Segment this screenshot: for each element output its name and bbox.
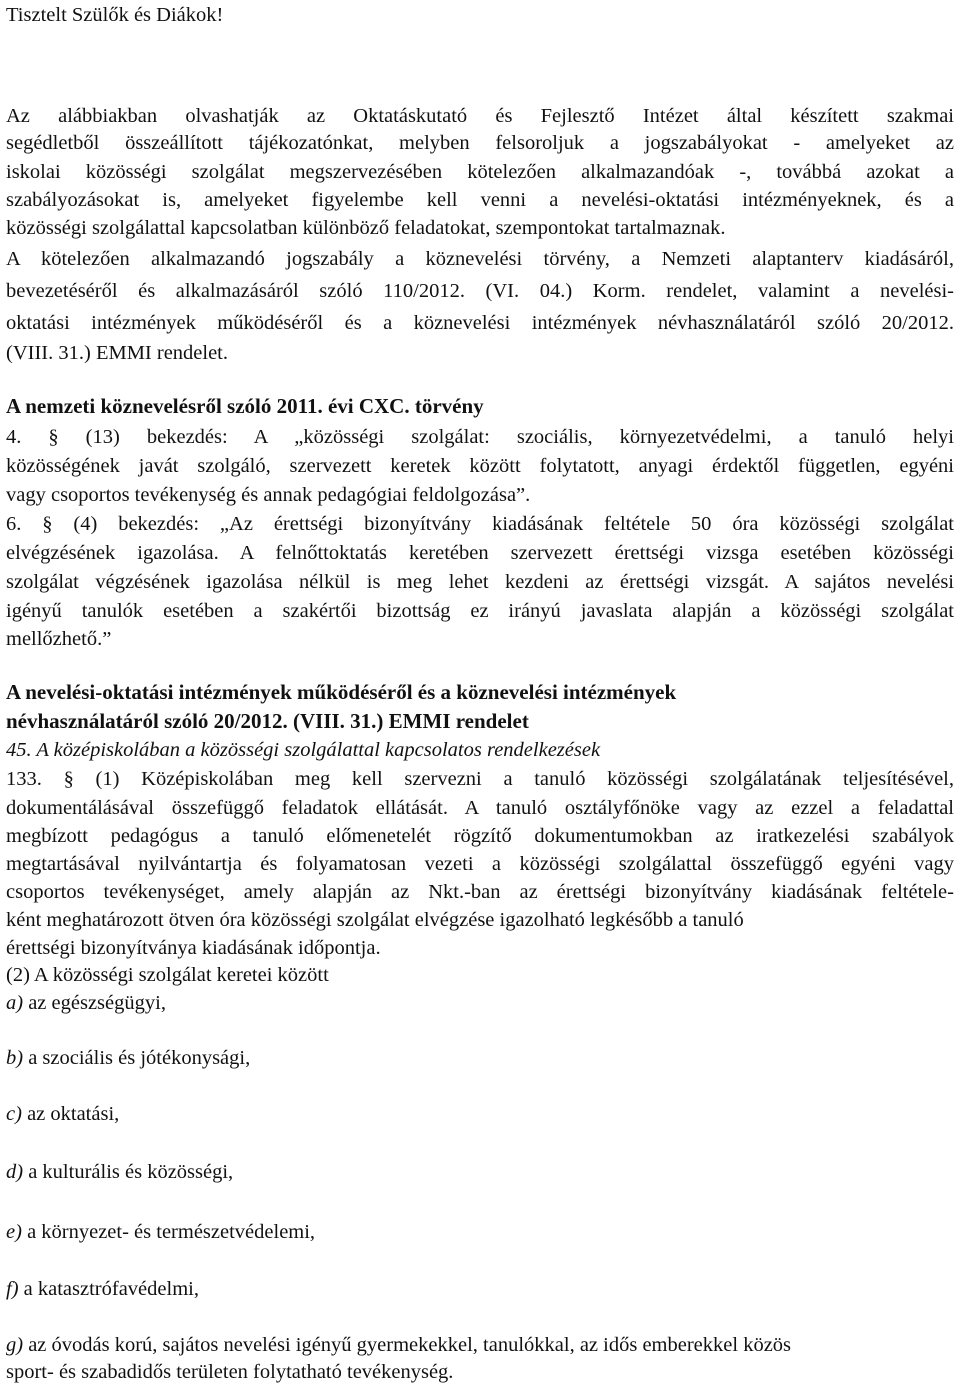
law2-title-line-1: A nevelési-oktatási intézmények működéséről és a köznevelési intézmények [6,680,677,704]
law2-section-heading: 45. A középiskolában a közösségi szolgálattal kapcsolatos rendelkezések [6,739,601,761]
law1-line-7: igényű tanulók esetében a szakértői bizottság ez irányú javaslata alapján a közösségi szolgálat [6,600,954,622]
list-item-text: az óvodás korú, sajátos nevelési igényű gyermekekkel, tanulókkal, az idős emberekkel közös [23,1334,792,1356]
law1-line-2: közösségének javát szolgáló, szervezett keretek között folytatott, anyagi érdektől független, egyéni [6,455,954,477]
list-item-text: a szociális és jótékonysági, [23,1047,251,1069]
law2-line-4: megtartásával nyilvántartja és folyamatosan vezeti a közösségi szolgálattal összefüggő egyéni vagy [6,853,954,875]
law1-line-6: szolgálat végzésének igazolása nélkül is meg lehet kezdeni az érettségi vizsgát. A sajátos nevelési [6,571,954,593]
intro-line-5: közösségi szolgálattal kapcsolatban különböző feladatokat, szempontokat tartalmaznak. [6,217,726,239]
list-item [6,1101,954,1127]
list-item [6,1276,954,1302]
intro-line-3: iskolai közösségi szolgálat megszervezésében kötelezően alkalmazandóak -, továbbá azokat a [6,161,954,183]
list-item-letter: e) [6,1221,22,1243]
intro2-line-2: bevezetéséről és alkalmazásáról szóló 110/2012. (VI. 04.) Korm. rendelet, valamint a nevelési- [6,280,954,302]
law2-line-1: 133. § (1) Középiskolában meg kell szervezni a tanuló közösségi szolgálatának teljesítésével, [6,768,954,790]
list-item-letter: a) [6,992,24,1014]
law1-line-1: 4. § (13) bekezdés: A „közösségi szolgálat: szociális, környezetvédelmi, a tanuló helyi [6,426,954,448]
law2-line-2: dokumentálásával összefüggő feladatok ellátását. A tanuló osztályfőnöke vagy az ezzel a feladattal [6,797,954,819]
intro2-line-4: (VIII. 31.) EMMI rendelet. [6,342,229,364]
list-item [6,1219,954,1245]
law1-line-8: mellőzhető.” [6,628,112,650]
list-item-text: a katasztrófavédelmi, [18,1278,199,1300]
intro-line-1: Az alábbiakban olvashatják az Oktatáskutató és Fejlesztő Intézet által készített szakmai [6,105,954,127]
list-item-text: az oktatási, [21,1103,120,1125]
law2-line-5: csoportos tevékenységet, amely alapján az Nkt.-ban az érettségi bizonyítvány kiadásának feltétele- [6,881,954,903]
law1-line-3: vagy csoportos tevékenység és annak pedagógiai feldolgozása”. [6,484,531,506]
law1-title: A nemzeti köznevelésről szóló 2011. évi CXC. törvény [6,394,484,418]
intro2-line-3: oktatási intézmények működéséről és a köznevelési intézmények névhasználatáról szóló 20/2012. [6,312,954,334]
list-item-letter: f) [6,1278,19,1300]
list-item [6,990,954,1016]
list-item [6,1159,954,1185]
list-item-letter: g) [6,1334,24,1356]
list-item-text: a környezet- és természetvédelemi, [21,1221,316,1243]
law1-line-5: elvégzésének igazolása. A felnőttoktatás keretében szervezett érettségi vizsga esetében közösségi [6,542,954,564]
intro-line-4: szabályozásokat is, amelyeket figyelembe kell venni a nevelési-oktatási intézményeknek, és a [6,189,954,211]
law2-line-3: megbízott pedagógus a tanuló előmenetelét rögzítő dokumentumokban az iratkezelési szabályok [6,825,954,847]
law2-line-8: (2) A közösségi szolgálat keretei között [6,964,329,986]
list-item-letter: d) [6,1161,24,1183]
law2-line-6: ként meghatározott ötven óra közösségi szolgálat elvégzése igazolható legkésőbb a tanuló [6,909,744,931]
intro2-line-1: A kötelezően alkalmazandó jogszabály a köznevelési törvény, a Nemzeti alaptanterv kiadásáról, [6,248,954,270]
law1-line-4: 6. § (4) bekezdés: „Az érettségi bizonyítvány kiadásának feltétele 50 óra közösségi szolgálat [6,513,954,535]
greeting: Tisztelt Szülők és Diákok! [6,4,224,26]
law2-title-line-2: névhasználatáról szóló 20/2012. (VIII. 31.) EMMI rendelet [6,709,529,733]
list-item-letter: c) [6,1103,22,1125]
list-item-letter: b) [6,1047,24,1069]
list-item [6,1332,954,1358]
intro-line-2: segédletből összeállított tájékozatónkat, melyben felsoroljuk a jogszabályokat - amelyeket az [6,132,954,154]
law2-line-7: érettségi bizonyítványa kiadásának időpontja. [6,937,381,959]
list-item [6,1045,954,1071]
list-item-continuation: sport- és szabadidős területen folytatható tevékenység. [6,1361,454,1383]
list-item-text: a kulturális és közösségi, [23,1161,234,1183]
list-item-text: az egészségügyi, [23,992,166,1014]
